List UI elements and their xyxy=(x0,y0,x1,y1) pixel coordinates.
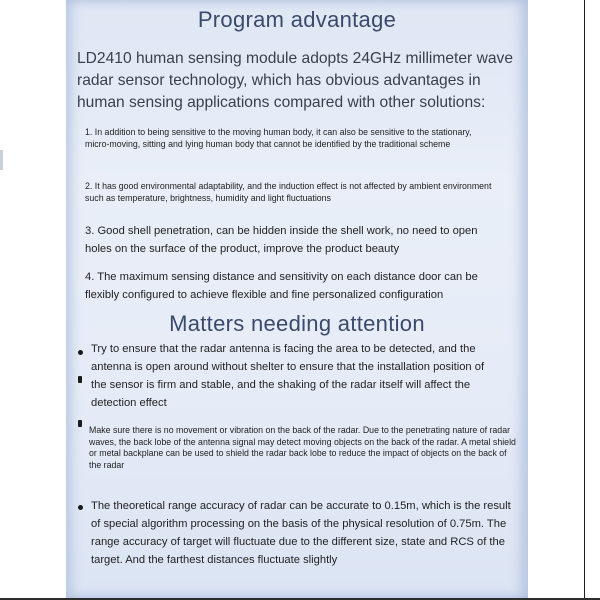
intro-paragraph: LD2410 human sensing module adopts 24GHz millimeter wave radar sensor technology, which has obvious advantages in human sensing applications compared with other solutions: xyxy=(77,50,513,111)
program-advantage-heading: Program advantage xyxy=(197,7,397,32)
bullet-icon xyxy=(78,376,82,383)
advantage-item-3: 3. Good shell penetration, can be hidden inside the shell work, no need to open holes on the surface of the product, improve the product beauty xyxy=(85,225,478,255)
advantage-item-2: 2. It has good environmental adaptability, and the induction effect is not affected by ambient environment such as temperature, brightness, humidity and light fluctuations xyxy=(85,181,492,203)
attention-item-3: The theoretical range accuracy of radar can be accurate to 0.15m, which is the result of special algorithm processing on the basis of the physical resolution of 0.75m. The range accuracy of target will fluctuate due to the different size, state and RCS of the target. And the farthest distances fluctuate slightly xyxy=(91,500,511,566)
matters-attention-heading: Matters needing attention xyxy=(169,311,425,336)
advantage-item-4: 4. The maximum sensing distance and sensitivity on each distance door can be flexibly configured to achieve flexible and fine personalized configuration xyxy=(85,271,478,301)
attention-item-2: Make sure there is no movement or vibration on the back of the radar. Due to the penetrating nature of radar waves, the back lobe of the antenna signal may detect moving objects on the back of the radar. A metal shield or metal backplane can be used to shield the radar back lobe to reduce the impact of objects on the back of the radar xyxy=(89,425,516,470)
bullet-icon xyxy=(78,505,83,510)
bullet-icon xyxy=(78,420,82,427)
bullet-icon xyxy=(78,350,83,355)
attention-item-1: Try to ensure that the radar antenna is facing the area to be detected, and the antenna is open around without shelter to ensure that the installation position of the sensor is firm and stable, and the shaking of the radar itself will affect the detection effect xyxy=(91,343,485,409)
page-edge-mark xyxy=(0,150,3,170)
advantage-item-1: 1. In addition to being sensitive to the moving human body, it can also be sensitive to the stationary, micro-moving, sitting and lying human body that cannot be identified by the traditional scheme xyxy=(85,127,472,149)
right-border-line xyxy=(584,0,585,598)
